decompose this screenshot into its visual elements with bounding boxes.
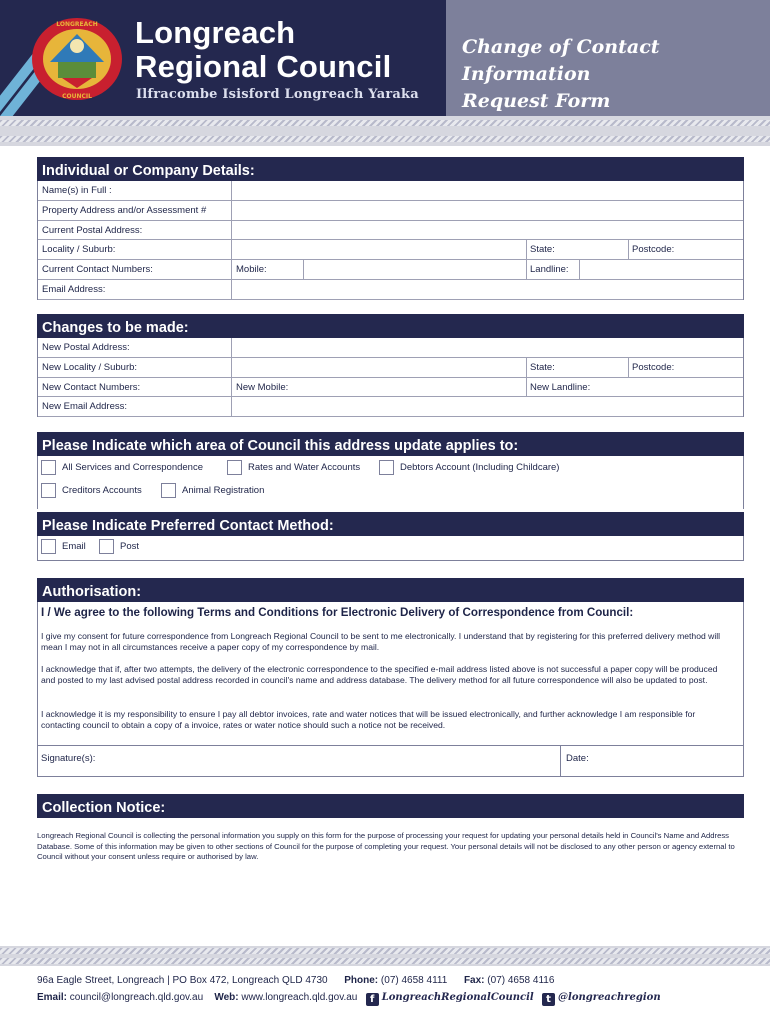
option-creditors-accounts[interactable]: Creditors Accounts <box>41 483 142 498</box>
council-email-link[interactable]: council@longreach.qld.gov.au <box>69 992 204 1003</box>
svg-text:LONGREACH: LONGREACH <box>56 21 98 28</box>
section-contact-method-heading: Please Indicate Preferred Contact Method: <box>37 512 744 536</box>
new-postal-row <box>38 338 743 358</box>
section-individual-heading: Individual or Company Details: <box>37 157 744 181</box>
option-debtors-account[interactable]: Debtors Account (Including Childcare) <box>379 460 559 475</box>
facebook-icon: f <box>366 993 379 1006</box>
facebook-link[interactable]: LongreachRegionalCouncil <box>381 992 534 1003</box>
fax-number: (07) 4658 4116 <box>487 975 555 986</box>
twitter-link[interactable]: @longreachregion <box>558 992 661 1003</box>
new-postal-label: New Postal Address: <box>42 342 130 353</box>
names-field[interactable] <box>232 181 743 200</box>
postal-row <box>38 221 743 241</box>
checkbox[interactable] <box>41 539 56 554</box>
svg-text:COUNCIL: COUNCIL <box>62 93 92 100</box>
section-area-heading: Please Indicate which area of Council this address update applies to: <box>37 432 744 456</box>
property-row <box>38 201 743 221</box>
postcode-label: Postcode: <box>632 244 675 256</box>
date-field[interactable] <box>597 746 743 776</box>
footer-contact-line <box>37 975 554 986</box>
contact-method-box <box>37 536 744 561</box>
option-email[interactable]: Email <box>41 539 86 554</box>
org-name-line1: Longreach <box>135 15 296 50</box>
terms-paragraph-1: I give my consent for future correspondence from Longreach Regional Council to be sent to me electronically. I understand that by registering for this preferred delivery method will mean I may not in all circumstances receive a paper copy of my correspondence by mail. <box>41 631 721 652</box>
contact-row <box>38 260 743 280</box>
new-mobile-field[interactable] <box>304 378 526 397</box>
council-website-link[interactable]: www.longreach.qld.gov.au <box>241 992 358 1003</box>
date-label: Date: <box>566 753 589 764</box>
org-name-line2: Regional Council <box>135 49 392 84</box>
new-locality-label: New Locality / Suburb: <box>42 361 138 373</box>
terms-paragraph-2: I acknowledge that if, after two attempts, the delivery of the electronic correspondence to the specified e-mail address listed above is not successful a paper copy will be produced and posted to my last advised postal address recorded in council's name and address database. The delivery method for all future correspondence will also be updated to post. <box>41 664 718 685</box>
email-label: Email Address: <box>42 283 106 295</box>
new-contact-label: New Contact Numbers: <box>42 381 141 393</box>
footer-address: 96a Eagle Street, Longreach | PO Box 472, Longreach QLD 4730 <box>37 975 328 986</box>
new-postal-field[interactable] <box>232 338 743 357</box>
option-rates-water[interactable]: Rates and Water Accounts <box>227 460 360 475</box>
council-crest-logo <box>30 16 124 102</box>
checkbox[interactable] <box>161 483 176 498</box>
checkbox[interactable] <box>41 483 56 498</box>
locality-label: Locality / Suburb: <box>42 244 116 256</box>
phone-label: Phone: <box>344 975 379 986</box>
new-state-label: State: <box>530 361 555 373</box>
twitter-icon: t <box>542 993 555 1006</box>
header-band <box>0 116 770 146</box>
towns-list: Ilfracombe Isisford Longreach Yaraka <box>136 87 419 102</box>
checkbox[interactable] <box>99 539 114 554</box>
section-authorisation-heading: Authorisation: <box>37 578 744 602</box>
form-title-line2: Request Form <box>462 90 611 112</box>
email-footer-label: Email: <box>37 992 68 1003</box>
form-title-line1: Change of Contact Information <box>462 36 660 85</box>
web-label: Web: <box>214 992 239 1003</box>
mobile-label: Mobile: <box>236 264 267 276</box>
locality-field[interactable] <box>232 240 526 259</box>
option-post[interactable]: Post <box>99 539 139 554</box>
email-row <box>38 280 743 300</box>
email-field[interactable] <box>232 280 743 299</box>
locality-row <box>38 240 743 260</box>
postal-field[interactable] <box>232 221 743 240</box>
signature-field[interactable] <box>37 746 560 776</box>
checkbox[interactable] <box>41 460 56 475</box>
landline-label: Landline: <box>530 264 569 276</box>
names-label: Name(s) in Full : <box>42 185 112 196</box>
checkbox[interactable] <box>227 460 242 475</box>
footer-band <box>0 946 770 966</box>
new-locality-field[interactable] <box>232 358 526 377</box>
option-animal-registration[interactable]: Animal Registration <box>161 483 264 498</box>
new-postcode-label: Postcode: <box>632 361 675 373</box>
form-title <box>462 34 770 115</box>
postal-label: Current Postal Address: <box>42 224 143 236</box>
property-label: Property Address and/or Assessment # <box>42 204 207 216</box>
area-options-box <box>37 456 744 509</box>
section-collection-heading: Collection Notice: <box>37 794 744 818</box>
new-mobile-label: New Mobile: <box>236 381 289 393</box>
new-email-row <box>38 397 743 417</box>
signature-label: Signature(s): <box>41 753 96 764</box>
changes-table <box>37 338 744 417</box>
names-row <box>38 181 743 201</box>
terms-paragraph-3: I acknowledge it is my responsibility to ensure I pay all debtor invoices, rate and water notices that will be issued electronically, and further acknowledge I am responsible for contacting council to obtain a copy of a invoice, rates or water notice should such a notice not be received. <box>41 709 696 730</box>
new-email-field[interactable] <box>232 397 743 416</box>
organisation-name <box>135 16 391 84</box>
new-contact-row <box>38 378 743 398</box>
checkbox[interactable] <box>379 460 394 475</box>
new-locality-row <box>38 358 743 378</box>
option-all-services[interactable]: All Services and Correspondence <box>41 460 203 475</box>
new-landline-label: New Landline: <box>530 381 591 393</box>
contact-label: Current Contact Numbers: <box>42 264 153 276</box>
footer-online-line <box>37 992 661 1006</box>
new-email-label: New Email Address: <box>42 401 128 413</box>
fax-label: Fax: <box>463 975 485 986</box>
property-field[interactable] <box>232 201 743 220</box>
mobile-field[interactable] <box>304 260 526 279</box>
phone-number[interactable]: (07) 4658 4111 <box>380 975 448 986</box>
terms-title: I / We agree to the following Terms and Conditions for Electronic Delivery of Correspondence from Council: <box>41 606 634 619</box>
section-changes-heading: Changes to be made: <box>37 314 744 338</box>
state-label: State: <box>530 244 555 256</box>
individual-details-table <box>37 181 744 300</box>
collection-notice-text: Longreach Regional Council is collecting the personal information you supply on this form for the purpose of processing your request for updating your personal details held in Council's Name and Address Database. Some of this information may be given to other sections of Council for the purpose of completing your request. Your personal details will not be disclosed to any other person or agency external to Council without your consent unless require or authorised by law. <box>37 831 735 862</box>
